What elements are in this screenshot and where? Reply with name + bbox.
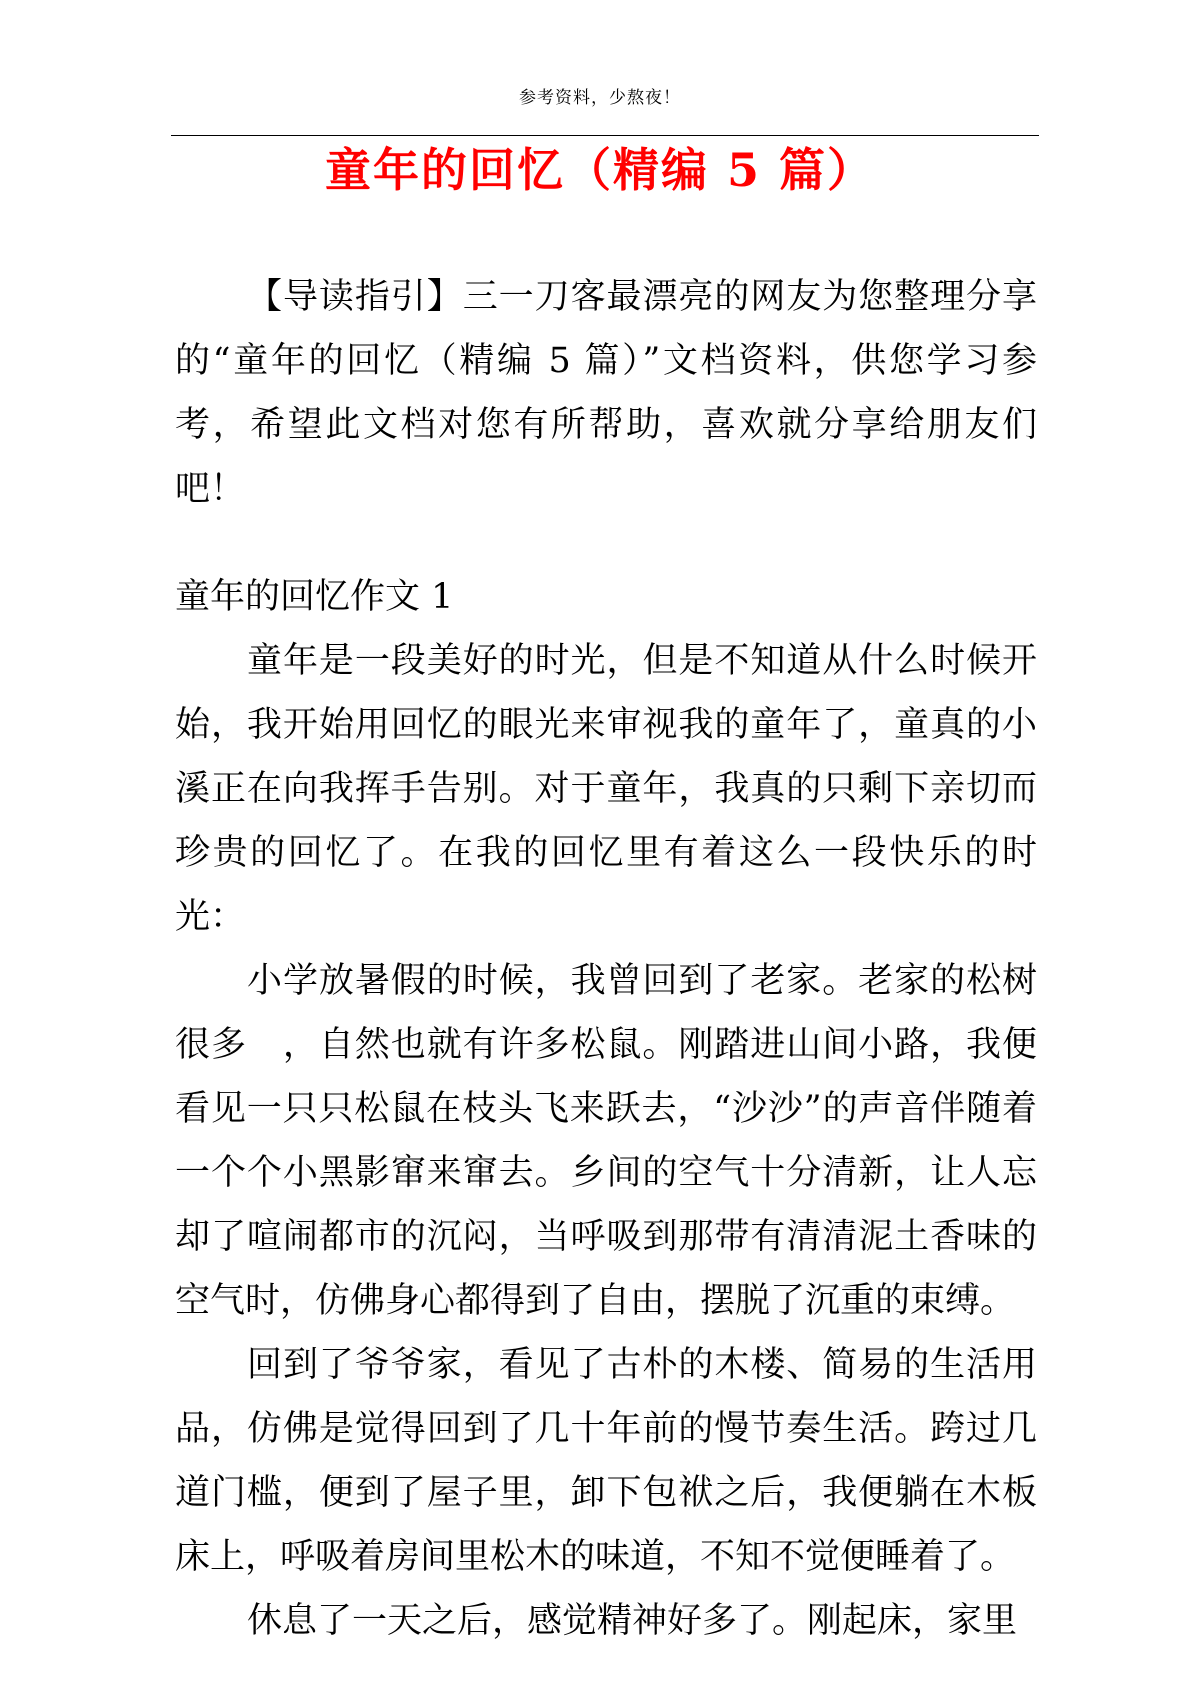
body-paragraph: 小学放暑假的时候，我曾回到了老家。老家的松树很多 ，自然也就有许多松鼠。刚踏进山间小路，我便看见一只只松鼠在枝头飞来跃去，“沙沙”的声音伴随着一个个小黑影窜来窜去。乡间的空气十分清新，让人忘却了喧闹都市的沉闷，当呼吸到那带有清清泥土香味的空气时，仿佛身心都得到了自由，摆脱了沉重的束缚。 xyxy=(175,961,1037,1321)
header-note: 参考资料，少熬夜！ xyxy=(519,88,681,108)
document-title: 童年的回忆（精编 5 篇） xyxy=(324,143,876,197)
section-spacer xyxy=(175,521,1037,565)
body-paragraph: 回到了爷爷家，看见了古朴的木楼、简易的生活用品，仿佛是觉得回到了几十年前的慢节奏生活。跨过几道门槛，便到了屋子里，卸下包袱之后，我便躺在木板床上，呼吸着房间里松木的味道，不知不觉便睡着了。 xyxy=(175,1345,1037,1577)
document-body xyxy=(175,265,1037,1653)
body-paragraph: 童年是一段美好的时光，但是不知道从什么时候开始，我开始用回忆的眼光来审视我的童年了，童真的小溪正在向我挥手告别。对于童年，我真的只剩下亲切而珍贵的回忆了。在我的回忆里有着这么一段快乐的时光： xyxy=(175,641,1037,937)
intro-paragraph: 【导读指引】三一刀客最漂亮的网友为您整理分享的“童年的回忆（精编 5 篇）”文档资料，供您学习参考，希望此文档对您有所帮助，喜欢就分享给朋友们吧！ xyxy=(175,277,1037,509)
header-divider xyxy=(171,135,1039,136)
body-paragraph: 休息了一天之后，感觉精神好多了。刚起床，家里 xyxy=(247,1601,1018,1641)
section-title: 童年的回忆作文 1 xyxy=(175,577,454,617)
